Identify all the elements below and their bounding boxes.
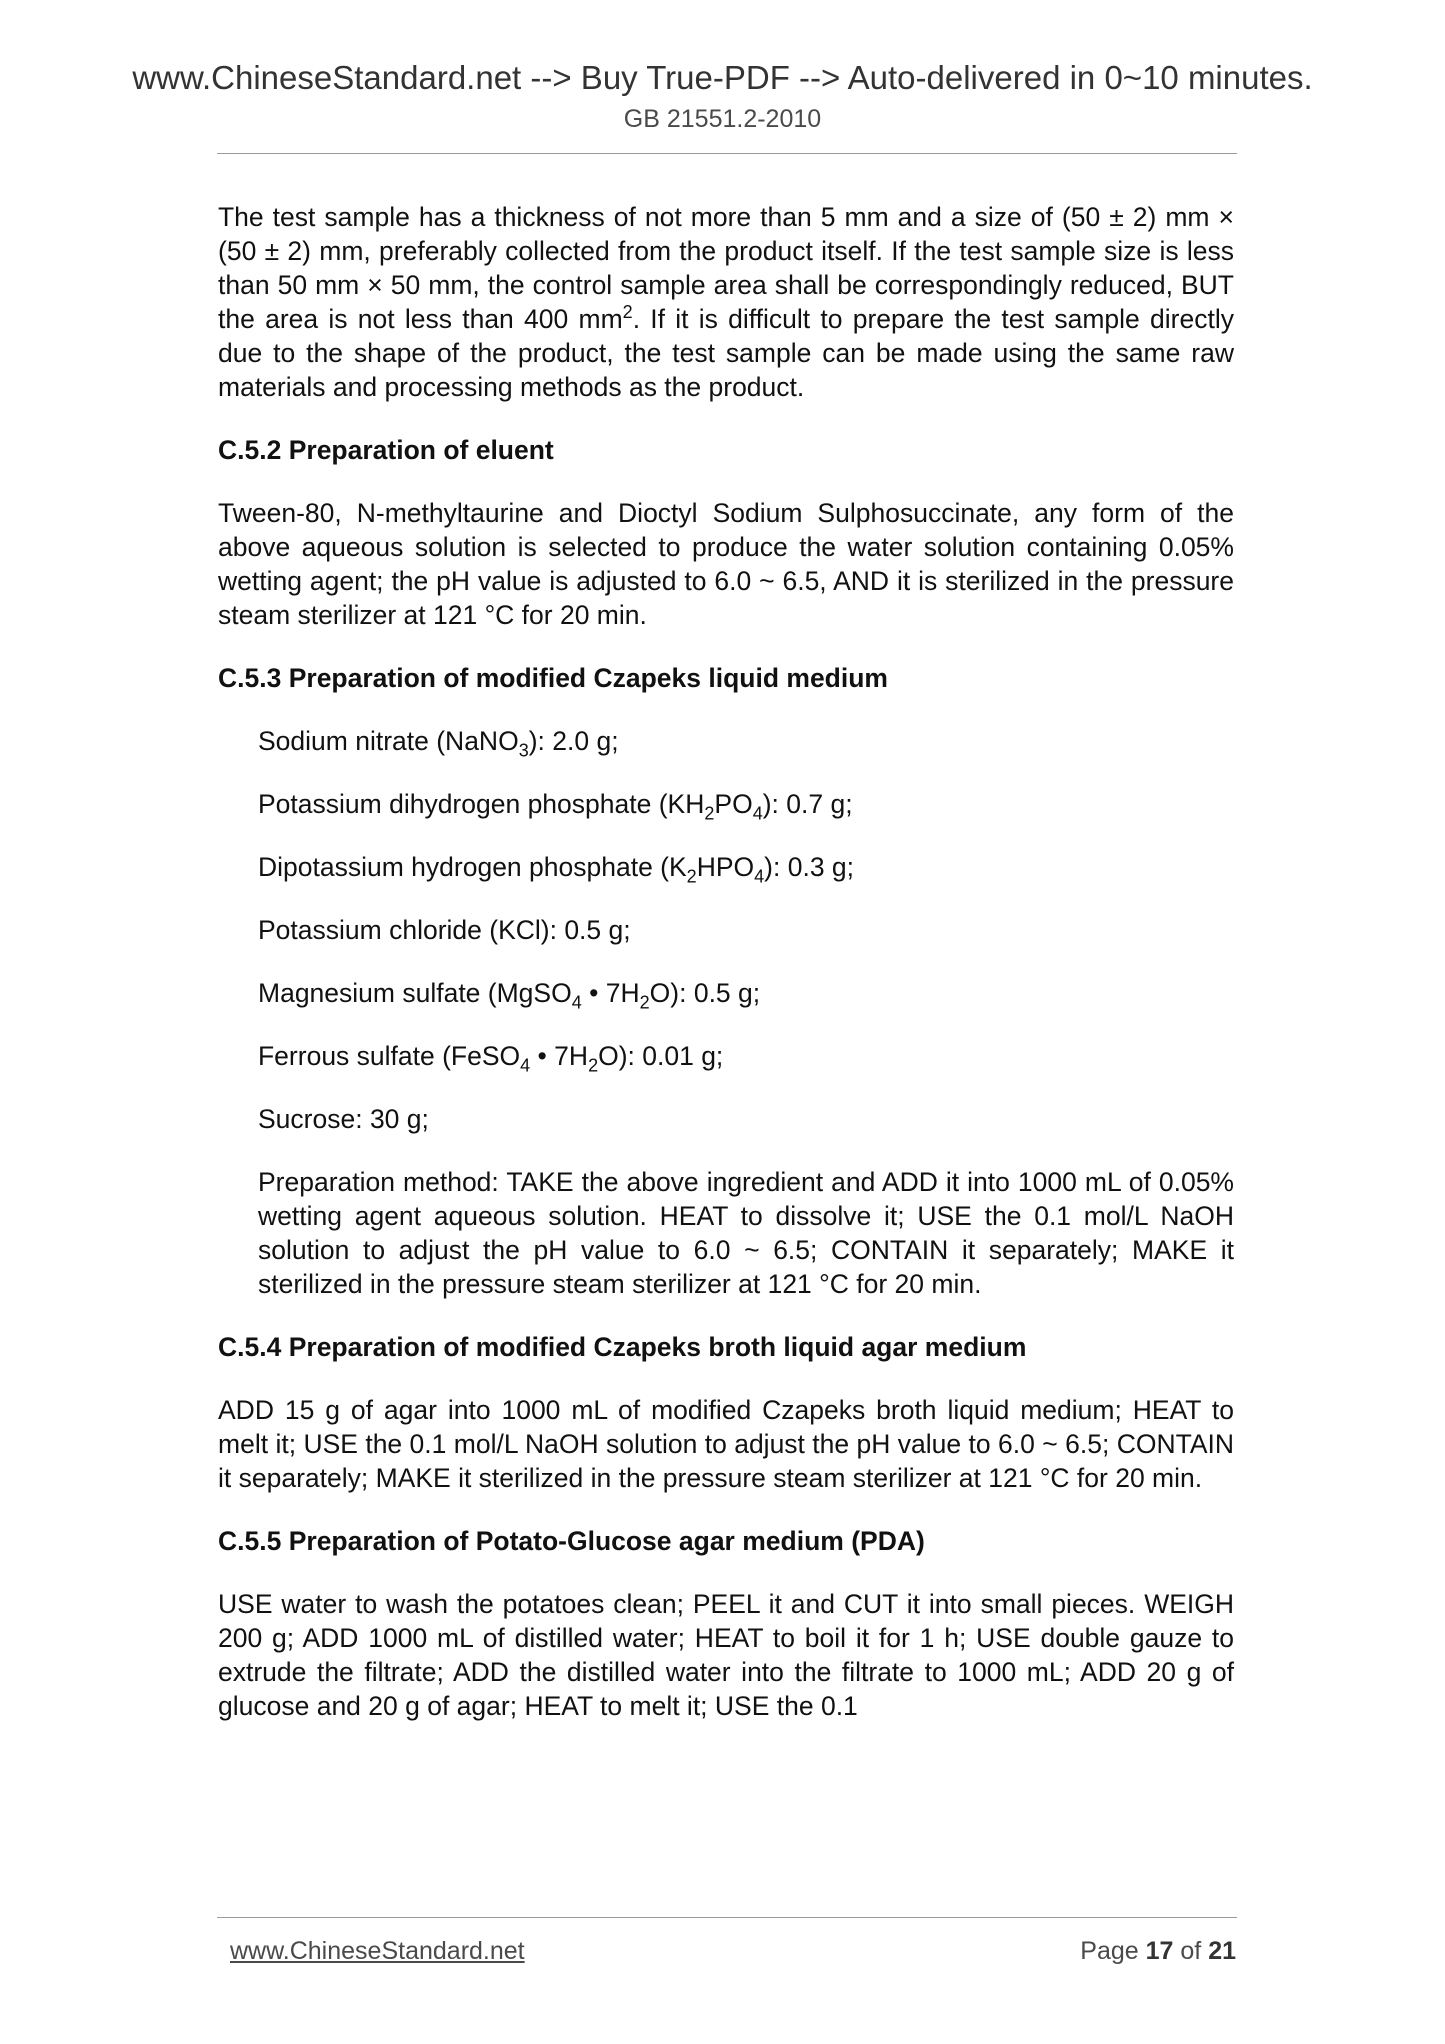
header-banner: www.ChineseStandard.net --> Buy True-PDF --> Auto-delivered in 0~10 minutes. xyxy=(132,59,1313,96)
paragraph-c54: ADD 15 g of agar into 1000 mL of modified Czapeks broth liquid medium; HEAT to melt it; USE the 0.1 mol/L NaOH solution to adjust the pH value to 6.0 ~ 6.5; CONTAIN it separately; MAKE it sterilized in the pressure steam sterilizer at 121 °C for 20 min. xyxy=(218,1395,1234,1493)
ingredient-sucrose: Sucrose: 30 g; xyxy=(258,1104,429,1134)
heading-c52: C.5.2 Preparation of eluent xyxy=(218,435,554,465)
preparation-method-c53: Preparation method: TAKE the above ingredient and ADD it into 1000 mL of 0.05% wetting agent aqueous solution. HEAT to dissolve it; USE the 0.1 mol/L NaOH solution to adjust the pH value to 6.0 ~ 6.5; CONTAIN it separately; MAKE it sterilized in the pressure steam sterilizer at 121 °C for 20 min. xyxy=(258,1167,1234,1299)
page-number: Page 17 of 21 xyxy=(1080,1937,1236,1965)
paragraph-c52: Tween-80, N-methyltaurine and Dioctyl Sodium Sulphosuccinate, any form of the above aqueous solution is selected to produce the water solution containing 0.05% wetting agent; the pH value is adjusted to 6.0 ~ 6.5, AND it is sterilized in the pressure steam sterilizer at 121 °C for 20 min. xyxy=(218,498,1234,630)
page-body xyxy=(218,200,1234,1723)
header-divider xyxy=(217,153,1237,154)
paragraph-c55: USE water to wash the potatoes clean; PEEL it and CUT it into small pieces. WEIGH 200 g; ADD 1000 mL of distilled water; HEAT to boil it for 1 h; USE double gauze to extrude the filtrate; ADD the distilled water into the filtrate to 1000 mL; ADD 20 g of glucose and 20 g of agar; HEAT to melt it; USE the 0.1 xyxy=(218,1589,1234,1721)
ingredient-ferrous-sulfate: Ferrous sulfate (FeSO$_4$ • $7H_2O$): 0.01 g; xyxy=(258,1041,724,1076)
intro-paragraph: The test sample has a thickness of not more than 5 mm and a size of (50 ± 2) mm × (50 ± 2) mm, preferably collected from the product itself. If the test sample size is less than 50 mm × 50 mm, the control sample area shall be correspondingly reduced, BUT the area is not less than 400 $mm^2$. If it is difficult to prepare the test sample directly due to the shape of the product, the test sample can be made using the same raw materials and processing methods as the product. xyxy=(218,202,1234,402)
heading-c55: C.5.5 Preparation of Potato-Glucose agar medium (PDA) xyxy=(218,1526,925,1556)
ingredient-sodium-nitrate: Sodium nitrate (NaNO$_3$): 2.0 g; xyxy=(258,726,619,761)
ingredient-potassium-chloride: Potassium chloride (KCl): 0.5 g; xyxy=(258,915,631,945)
ingredient-magnesium-sulfate: Magnesium sulfate (MgSO$_4$ • $7H_2O$): 0.5 g; xyxy=(258,978,761,1013)
footer-website-link[interactable]: www.ChineseStandard.net xyxy=(230,1937,525,1965)
heading-c53: C.5.3 Preparation of modified Czapeks liquid medium xyxy=(218,663,888,693)
heading-c54: C.5.4 Preparation of modified Czapeks broth liquid agar medium xyxy=(218,1332,1027,1362)
standard-code: GB 21551.2-2010 xyxy=(623,105,822,133)
ingredient-potassium-dihydrogen-phosphate: Potassium dihydrogen phosphate $(KH_2PO_4)$: 0.7 g; xyxy=(258,789,853,824)
footer-divider xyxy=(217,1917,1237,1918)
ingredient-dipotassium-hydrogen-phosphate: Dipotassium hydrogen phosphate $(K_2HPO_4)$: 0.3 g; xyxy=(258,852,855,887)
